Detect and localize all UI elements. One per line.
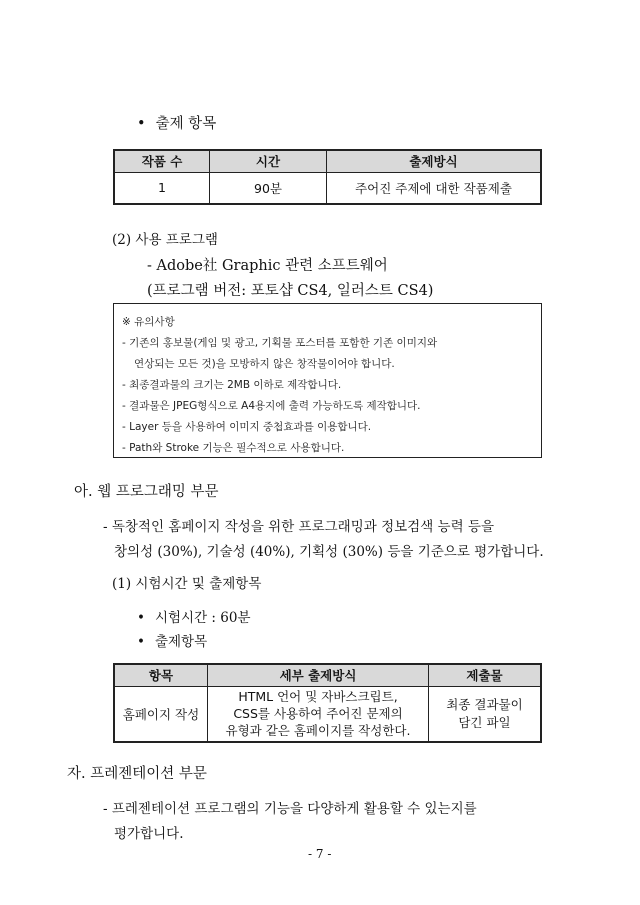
table-row	[114, 172, 541, 204]
col-header-time: 시간	[210, 150, 327, 172]
cell-item: 홈페이지 작성	[114, 686, 208, 742]
presentation-desc-line-1: - 프레젠테이션 프로그램의 기능을 다양하게 활용할 수 있는지를	[103, 801, 477, 817]
notes-item: - 기존의 홍보물(게임 및 광고, 기획물 포스터를 포함한 기존 이미지와	[122, 337, 438, 349]
cell-method: 주어진 주제에 대한 작품제출	[327, 172, 542, 204]
cell-output: 최종 결과물이 담긴 파일	[429, 686, 542, 742]
cell-detail: HTML 언어 및 자바스크립트, CSS를 사용하여 주어진 문제의 유형과 같은 홈페이지를 작성한다.	[208, 686, 429, 742]
web-sub-heading: (1) 시험시간 및 출제항목	[112, 576, 262, 592]
web-desc-line-2: 창의성 (30%), 기술성 (40%), 기획성 (30%) 등을 기준으로 평가합니다.	[114, 544, 544, 560]
web-section-heading: 아. 웹 프로그래밍 부문	[74, 484, 219, 500]
presentation-section-heading: 자. 프레젠테이션 부문	[67, 766, 207, 782]
page-number: - 7 -	[308, 847, 332, 861]
notes-box	[113, 303, 542, 458]
exam-items-bullet-2: • 출제항목	[137, 630, 207, 650]
col-header-method: 출제방식	[327, 150, 542, 172]
col-header-count: 작품 수	[114, 150, 210, 172]
notes-item: 연상되는 모든 것)을 모방하지 않은 창작물이어야 합니다.	[134, 358, 395, 370]
notes-item: - 최종결과물의 크기는 2MB 이하로 제작합니다.	[122, 379, 342, 391]
notes-item: - 결과물은 JPEG형식으로 A4용지에 출력 가능하도록 제작합니다.	[122, 400, 421, 412]
art-exam-table	[113, 149, 542, 205]
exam-time-bullet: • 시험시간 : 60분	[137, 606, 250, 626]
table-row	[114, 686, 541, 742]
cell-time: 90분	[210, 172, 327, 204]
program-line-2: (프로그램 버전: 포토샵 CS4, 일러스트 CS4)	[147, 283, 434, 299]
col-header-detail: 세부 출제방식	[208, 664, 429, 686]
program-heading: (2) 사용 프로그램	[112, 232, 218, 248]
presentation-desc-line-2: 평가합니다.	[114, 826, 184, 842]
web-exam-table	[113, 663, 542, 743]
notes-title: ※ 유의사항	[122, 316, 175, 328]
notes-item: - Path와 Stroke 기능은 필수적으로 사용합니다.	[122, 442, 345, 454]
notes-item: - Layer 등을 사용하여 이미지 중첩효과를 이용합니다.	[122, 421, 372, 433]
exam-items-bullet: • 출제 항목	[137, 112, 216, 133]
program-line-1: - Adobe社 Graphic 관련 소프트웨어	[147, 258, 388, 274]
cell-count: 1	[114, 172, 210, 204]
col-header-output: 제출물	[429, 664, 542, 686]
col-header-item: 항목	[114, 664, 208, 686]
web-desc-line-1: - 독창적인 홈페이지 작성을 위한 프로그래밍과 정보검색 능력 등을	[103, 519, 494, 535]
